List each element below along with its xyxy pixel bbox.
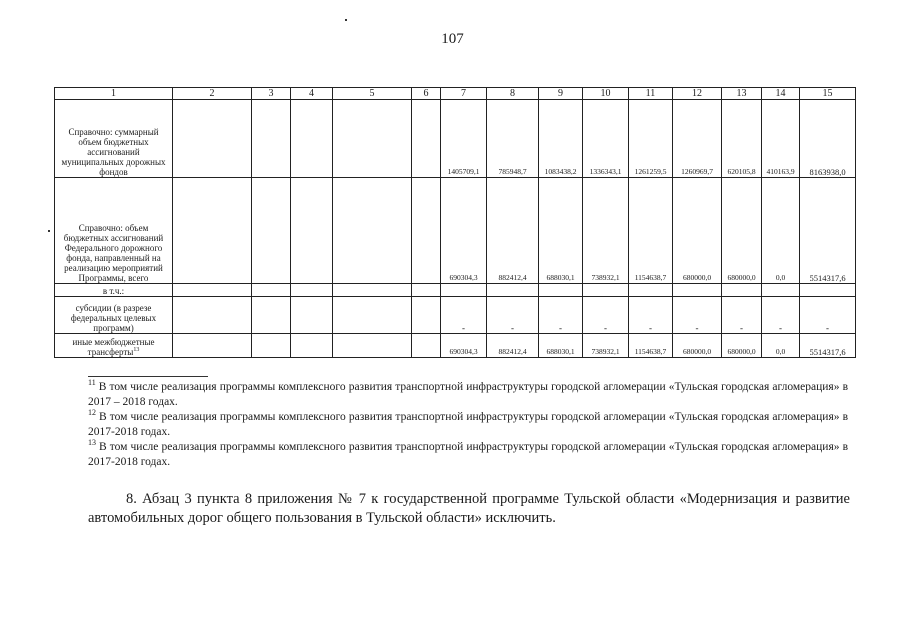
header-cell: 14 xyxy=(762,88,800,100)
table-row xyxy=(55,284,856,297)
value-cell: 688030,1 xyxy=(539,334,583,358)
value-cell: 738932,1 xyxy=(583,178,629,284)
row-label xyxy=(55,334,173,358)
empty-cell xyxy=(291,100,333,178)
empty-cell xyxy=(291,334,333,358)
value-cell xyxy=(800,284,856,297)
empty-cell xyxy=(412,100,441,178)
value-cell: 1336343,1 xyxy=(583,100,629,178)
row-label-text: иные межбюджетные трансферты xyxy=(72,337,155,357)
header-cell: 5 xyxy=(333,88,412,100)
value-cell xyxy=(583,284,629,297)
row-label-text: Справочно: суммарный объем бюджетных ассигнований муниципальных дорожных фондов xyxy=(61,127,166,177)
empty-cell xyxy=(173,178,252,284)
empty-cell xyxy=(252,334,291,358)
value-cell: 680000,0 xyxy=(722,178,762,284)
empty-cell xyxy=(173,297,252,334)
table-row xyxy=(55,178,856,284)
row-label-text: субсидии (в разрезе федеральных целевых программ) xyxy=(70,303,157,333)
empty-cell xyxy=(252,178,291,284)
row-label xyxy=(55,178,173,284)
empty-cell xyxy=(291,297,333,334)
empty-cell xyxy=(173,284,252,297)
value-cell: - xyxy=(583,297,629,334)
header-cell: 10 xyxy=(583,88,629,100)
table-header-row xyxy=(55,88,856,100)
empty-cell xyxy=(291,284,333,297)
value-cell xyxy=(539,284,583,297)
empty-cell xyxy=(252,284,291,297)
value-cell: 690304,3 xyxy=(441,178,487,284)
value-cell xyxy=(441,284,487,297)
footnote-text: В том числе реализация программы комплексного развития транспортной инфраструктуры городской агломерации «Тульская городская агломерация» в 2017-2018 годах. xyxy=(88,411,848,438)
empty-cell xyxy=(173,100,252,178)
value-cell: 620105,8 xyxy=(722,100,762,178)
value-cell: 785948,7 xyxy=(487,100,539,178)
row-label-sup: 13 xyxy=(133,347,140,353)
empty-cell xyxy=(412,178,441,284)
footnote-text: В том числе реализация программы комплексного развития транспортной инфраструктуры городской агломерации «Тульская городская агломерация» в 2017-2018 годах. xyxy=(88,441,848,468)
value-cell: 0,0 xyxy=(762,334,800,358)
empty-cell xyxy=(333,334,412,358)
value-cell: - xyxy=(629,297,673,334)
value-cell: 8163938,0 xyxy=(800,100,856,178)
scan-speck xyxy=(48,230,50,232)
value-cell: - xyxy=(722,297,762,334)
header-cell: 7 xyxy=(441,88,487,100)
empty-cell xyxy=(252,100,291,178)
row-label xyxy=(55,100,173,178)
value-cell: 688030,1 xyxy=(539,178,583,284)
value-cell: - xyxy=(487,297,539,334)
value-cell: - xyxy=(673,297,722,334)
empty-cell xyxy=(412,334,441,358)
page-number: 107 xyxy=(441,31,464,47)
empty-cell xyxy=(291,178,333,284)
footnote xyxy=(88,380,848,410)
value-cell: 1261259,5 xyxy=(629,100,673,178)
budget-table xyxy=(54,87,856,358)
value-cell: 690304,3 xyxy=(441,334,487,358)
header-cell: 9 xyxy=(539,88,583,100)
empty-cell xyxy=(252,297,291,334)
header-cell: 15 xyxy=(800,88,856,100)
value-cell: - xyxy=(762,297,800,334)
empty-cell xyxy=(333,297,412,334)
table-row xyxy=(55,297,856,334)
header-cell: 6 xyxy=(412,88,441,100)
row-label xyxy=(55,284,173,297)
value-cell: 680000,0 xyxy=(722,334,762,358)
empty-cell xyxy=(412,284,441,297)
value-cell: 5514317,6 xyxy=(800,334,856,358)
value-cell: 5514317,6 xyxy=(800,178,856,284)
empty-cell xyxy=(333,100,412,178)
row-label-text: Справочно: объем бюджетных ассигнований Федерального дорожного фонда, направленный на реализацию мероприятий Программы, всего xyxy=(63,223,164,283)
header-cell: 2 xyxy=(173,88,252,100)
row-label xyxy=(55,297,173,334)
value-cell: - xyxy=(441,297,487,334)
header-cell: 13 xyxy=(722,88,762,100)
empty-cell xyxy=(173,334,252,358)
value-cell: 882412,4 xyxy=(487,178,539,284)
footnote xyxy=(88,440,848,470)
value-cell: 1260969,7 xyxy=(673,100,722,178)
value-cell: 882412,4 xyxy=(487,334,539,358)
value-cell: 738932,1 xyxy=(583,334,629,358)
empty-cell xyxy=(412,297,441,334)
value-cell: 680000,0 xyxy=(673,334,722,358)
value-cell xyxy=(487,284,539,297)
value-cell: - xyxy=(539,297,583,334)
header-cell: 11 xyxy=(629,88,673,100)
value-cell xyxy=(722,284,762,297)
value-cell xyxy=(629,284,673,297)
header-cell: 1 xyxy=(55,88,173,100)
footnote xyxy=(88,410,848,440)
header-cell: 8 xyxy=(487,88,539,100)
empty-cell xyxy=(333,284,412,297)
value-cell: 680000,0 xyxy=(673,178,722,284)
value-cell: 0,0 xyxy=(762,178,800,284)
value-cell xyxy=(673,284,722,297)
header-cell: 3 xyxy=(252,88,291,100)
empty-cell xyxy=(333,178,412,284)
header-cell: 12 xyxy=(673,88,722,100)
footnote-text: В том числе реализация программы комплексного развития транспортной инфраструктуры городской агломерации «Тульская городская агломерация» в 2017 – 2018 годах. xyxy=(88,381,848,408)
value-cell xyxy=(762,284,800,297)
value-cell: 1154638,7 xyxy=(629,178,673,284)
footnote-number: 13 xyxy=(88,438,96,448)
main-paragraph: 8. Абзац 3 пункта 8 приложения № 7 к государственной программе Тульской области «Модернизация и развитие автомобильных дорог общего пользования в Тульской области» исключить. xyxy=(88,491,850,526)
value-cell: 410163,9 xyxy=(762,100,800,178)
scan-speck xyxy=(345,19,347,21)
table-row xyxy=(55,100,856,178)
row-label-text: в т.ч.: xyxy=(102,286,125,296)
footnote-number: 11 xyxy=(88,378,96,388)
header-cell: 4 xyxy=(291,88,333,100)
footnote-separator xyxy=(88,376,208,377)
value-cell: - xyxy=(800,297,856,334)
value-cell: 1405709,1 xyxy=(441,100,487,178)
table-row xyxy=(55,334,856,358)
footnote-number: 12 xyxy=(88,408,96,418)
value-cell: 1154638,7 xyxy=(629,334,673,358)
value-cell: 1083438,2 xyxy=(539,100,583,178)
